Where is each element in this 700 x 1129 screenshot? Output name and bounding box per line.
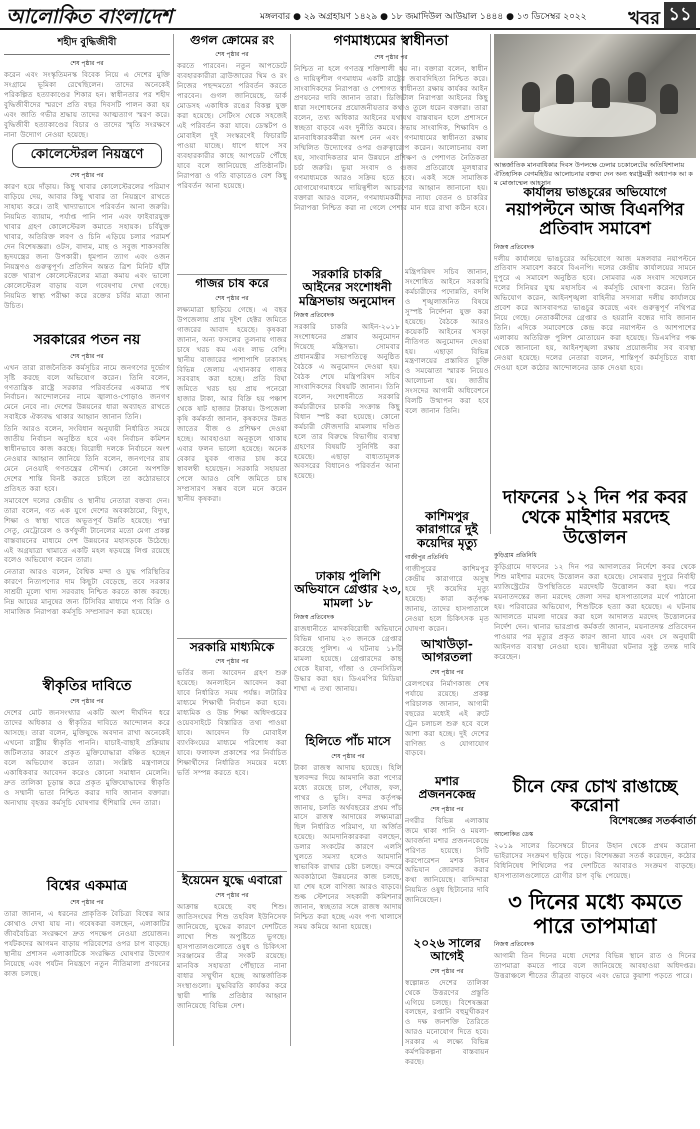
article-body: আগামী তিন দিনের মধ্যে দেশের বিভিন্ন স্থানে রাত ও দিনের তাপমাত্রা কমতে পারে বলে জানিয়েছে আবহাওয়া অধিদপ্তর। উত্তরাঞ্চলে শীতের তীব্রতা বাড়বে এবং ভোরে কুয়াশা পড়তে পারে। (494, 952, 696, 980)
person-figure (556, 74, 574, 104)
article-body: এখন তারা রাজনৈতিক কর্মসূচির নামে জনগণের দুর্ভোগ সৃষ্টি করছে বলে অভিযোগ করেন। তিনি বলেন, গণতান্ত্রিক রাষ্ট্রে সরকার পরিবর্তনের একমাত্র পথ নির্বাচন। আন্দোলনের নামে জ্বালাও-পোড়াও জনগণ মেনে নেবে না। দেশের উন্নয়নের ধারা অব্যাহত রাখতে সবাইকে ঐক্যবদ্ধ থাকার আহ্বান জানান তিনি। তিনি আরও বলেন, সংবিধান অনুযায়ী নির্ধারিত সময়ে জাতীয় নির্বাচন অনুষ্ঠিত হবে এবং নির্বাচন কমিশন স্বাধীনভাবে কাজ করছে। বিরোধী দলকে নির্বাচনে অংশ নেওয়ার আহ্বান জানিয়ে তিনি বলেন, জনগণের রায় মেনে নেওয়াই গণতন্ত্রের সৌন্দর্য। কোনো অপশক্তি দেশের শান্তি বিনষ্ট করতে চাইলে তা কঠোরভাবে প্রতিহত করা হবে। সমাবেশে দলের কেন্দ্রীয় ও স্থানীয় নেতারা বক্তব্য দেন। তারা বলেন, গত এক যুগে দেশের অবকাঠামো, বিদ্যুৎ, শিক্ষা ও স্বাস্থ্য খাতে অভূতপূর্ব উন্নতি হয়েছে। পদ্মা সেতু, মেট্রোরেল ও কর্ণফুলী টানেলের মতো মেগা প্রকল্প বাস্তবায়নের মাধ্যমে দেশ উন্নয়নের মহাসড়কে উঠেছে। এই অগ্রযাত্রা থামাতে একটি মহল ষড়যন্ত্রে লিপ্ত রয়েছে বলেও অভিযোগ করেন তারা। নেতারা আরও বলেন, বৈশ্বিক মন্দা ও যুদ্ধ পরিস্থিতির কারণে নিত্যপণ্যের দাম কিছুটা বেড়েছে, তবে সরকার সাশ্রয়ী মূল্যে খাদ্য সরবরাহ নিশ্চিত করতে কাজ করছে। নিম্ন আয়ের মানুষের জন্য টিসিবির মাধ্যমে পণ্য বিক্রি ও সামাজিক নিরাপত্তা কর্মসূচি সম্প্রসারণ করা হয়েছে। (4, 363, 170, 617)
article-body: নগরীর বিভিন্ন এলাকায় জমে থাকা পানি ও ময়লা-আবর্জনা মশার প্রজননকেন্দ্রে পরিণত হয়েছে। সিটি করপোরেশন মশক নিধন অভিযান জোরদার করার কথা জানিয়েছে। বাসিন্দারা নিয়মিত ওষুধ ছিটানোর দাবি জানিয়েছেন। (405, 816, 489, 905)
article-title: শহীদ বুদ্ধিজীবী (4, 34, 170, 55)
article-body: লক্ষ্যমাত্রা ছাড়িয়ে গেছে। এ বছর উপজেলায় প্রায় দুইশ হেক্টর জমিতে গাজরের আবাদ হয়েছে। কৃষকরা জানান, অন্য ফসলের তুলনায় গাজর চাষে খরচ কম এবং লাভ বেশি। স্থানীয় বাজারের পাশাপাশি ঢাকাসহ বিভিন্ন জেলায় এখানকার গাজর সরবরাহ করা হচ্ছে। প্রতি বিঘা জমিতে খরচ হয় প্রায় পনেরো হাজার টাকা, আর বিক্রি হয় পঞ্চাশ থেকে ষাট হাজার টাকায়। উপজেলা কৃষি কর্মকর্তা জানান, কৃষকদের উন্নত জাতের বীজ ও প্রশিক্ষণ দেওয়া হচ্ছে। আবহাওয়া অনুকূলে থাকায় এবার ফলন ভালো হয়েছে। অনেক বেকার যুবক গাজর চাষ করে স্বাবলম্বী হয়েছেন। সরকারি সহায়তা পেলে আরও বেশি জমিতে চাষ সম্প্রসারণ সম্ভব বলে মনে করেন স্থানীয় কৃষকরা। (177, 305, 287, 503)
article-swikritir-dabite (4, 679, 170, 880)
article-dhaka-police (294, 570, 402, 735)
person-figure (660, 84, 678, 114)
divider (177, 638, 287, 639)
article-title: কাশিমপুর কারাগারে দুই কয়েদির মৃত্যু (416, 509, 478, 550)
article-yemen (177, 874, 287, 1102)
article-title: চীনে ফের চোখ রাঙাচ্ছে করোনা (512, 777, 678, 817)
article-bishwer-ekmatro (4, 879, 170, 1040)
article-title: নয়াপল্টনে আজ বিএনপির প্রতিবাদ সমাবেশ (506, 200, 684, 240)
article-byline: শেষ পৃষ্ঠার পর (430, 805, 464, 813)
article-byline: শেষ পৃষ্ঠার পর (70, 60, 104, 67)
article-title: ২০২৬ সালের আগেই (413, 935, 481, 964)
article-body: দলীয় কার্যালয়ে ভাঙচুরের অভিযোগে আজ মঙ্গলবার নয়াপল্টনে প্রতিবাদ সমাবেশ করবে বিএনপি। দলের কেন্দ্রীয় কার্যালয়ের সামনে দুপুরে এ সমাবেশ অনুষ্ঠিত হবে। সোমবার এক সংবাদ সম্মেলনে দলের সিনিয়র যুগ্ম মহাসচিব এ কর্মসূচি ঘোষণা করেন। তিনি অভিযোগ করেন, আইনশৃঙ্খলা বাহিনীর সদস্যরা দলীয় কার্যালয়ে প্রবেশ করে আসবাবপত্র ভাঙচুর করেছে এবং গুরুত্বপূর্ণ নথিপত্র নিয়ে গেছে। নেতাকর্মীদের গ্রেপ্তার ও হয়রানি বন্ধের দাবি জানান তিনি। এদিকে সমাবেশকে কেন্দ্র করে নয়াপল্টন ও আশপাশের এলাকায় অতিরিক্ত পুলিশ মোতায়েন করা হয়েছে। ডিএমপির পক্ষ থেকে জানানো হয়, আইনশৃঙ্খলা রক্ষায় প্রয়োজনীয় সব ব্যবস্থা নেওয়া হয়েছে। দলের নেতারা বলেন, শান্তিপূর্ণ কর্মসূচিতে বাধা দেওয়া হলে কঠোর আন্দোলনের ডাক দেওয়া হবে। (494, 254, 696, 372)
article-title: কোলেস্টেরল নিয়ন্ত্রণে (12, 143, 162, 168)
column-divider (173, 34, 174, 1046)
column-3-lower (294, 570, 402, 1046)
section-title: খবর (628, 8, 660, 29)
article-body: গাজীপুরের কাশিমপুর কেন্দ্রীয় কারাগারে অসুস্থ হয়ে দুই কয়েদির মৃত্যু হয়েছে। কারা কর্তৃপক্ষ জানায়, তাদের হাসপাতালে নেওয়া হলে চিকিৎসক মৃত ঘোষণা করেন। (405, 565, 489, 633)
newspaper-logo: আলোকিত বাংলাদেশ (6, 4, 172, 28)
meeting-photo (494, 34, 696, 158)
divider (177, 871, 287, 872)
article-title: ৩ দিনের মধ্যে কমতে পারে তাপমাত্রা (508, 889, 682, 938)
article-gajar-chash (177, 277, 287, 635)
column-divider (290, 34, 291, 1046)
article-akhaura (405, 638, 489, 775)
page-number: ১১ (664, 2, 696, 28)
article-google-chrome (177, 34, 287, 272)
article-byline: শেষ পৃষ্ঠার পর (70, 698, 104, 706)
article-title: সরকারের পতন নয় (33, 332, 141, 348)
article-title: গণমাধ্যমের স্বাধীনতা (333, 33, 449, 49)
article-body: ২০১৯ সালের ডিসেম্বরে চীনের উহান থেকে প্রথম করোনা ভাইরাসের সংক্রমণ ছড়িয়ে পড়ে। বিশেষজ্ঞরা সতর্ক করেছেন, কঠোর বিধিনিষেধ শিথিলের পর দেশটিতে আবারও সংক্রমণ বাড়ছে। হাসপাতালগুলোতে রোগীর চাপ বৃদ্ধি পেয়েছে। (494, 842, 696, 881)
article-mosha (405, 775, 489, 937)
article-title: মশার প্রজননকেন্দ্র (418, 773, 476, 802)
divider (177, 274, 287, 275)
article-byline: শেষ পৃষ্ঠার পর (430, 668, 464, 676)
article-body: সরকারি চাকরি আইন-২০১৮ সংশোধনের প্রস্তাব অনুমোদন দিয়েছে মন্ত্রিসভা। সোমবার প্রধানমন্ত্রীর সভাপতিত্বে অনুষ্ঠিত বৈঠকে এ অনুমোদন দেওয়া হয়। বৈঠক শেষে মন্ত্রিপরিষদ সচিব সাংবাদিকদের বিষয়টি জানান। তিনি বলেন, সংশোধনীতে সরকারি কর্মচারীদের চাকরি সংক্রান্ত কিছু বিধান স্পষ্ট করা হয়েছে। কোনো কর্মচারী ফৌজদারি মামলায় দণ্ডিত হলে তার বিরুদ্ধে বিভাগীয় ব্যবস্থা গ্রহণের বিষয়টি সুনির্দিষ্ট করা হয়েছে। এছাড়া বাধ্যতামূলক অবসরের বিধানেও পরিবর্তন আনা হয়েছে। (294, 323, 400, 481)
article-title: হিলিতে পাঁচ মাসে (305, 734, 391, 749)
article-kashimpur (405, 510, 489, 635)
column-2 (177, 34, 287, 1046)
article-body: মন্ত্রিপরিষদ সচিব জানান, সংশোধিত আইনে সরকারি কর্মচারীদের পদোন্নতি, বদলি ও শৃঙ্খলাজনিত বিষয়ে সুস্পষ্ট নির্দেশনা যুক্ত করা হয়েছে। বৈঠকে আরও কয়েকটি আইনের খসড়া নীতিগত অনুমোদন দেওয়া হয়। এছাড়া বিভিন্ন মন্ত্রণালয়ের প্রস্তাবিত চুক্তি ও সমঝোতা স্মারক নিয়েও আলোচনা হয়। জাতীয় সংসদের আগামী অধিবেশনে বিলটি উত্থাপন করা হবে বলে জানান তিনি। (405, 268, 489, 416)
article-byline: শেষ পৃষ্ঠার পর (374, 53, 408, 61)
article-body: করতে পারবেন। নতুন আপডেটে ব্যবহারকারীরা ব্রাউজারের থিম ও রং নিজের পছন্দমতো পরিবর্তন করতে পারবেন। গুগল জানিয়েছে, ডার্ক মোডসহ একাধিক রঙের বিকল্প যুক্ত করা হয়েছে। সেটিংস থেকে সহজেই এই পরিবর্তন করা যাবে। ডেস্কটপ ও মোবাইল দুই সংস্করণেই ফিচারটি পাওয়া যাচ্ছে। ধাপে ধাপে সব ব্যবহারকারীর কাছে আপডেট পৌঁছে যাবে বলে জানিয়েছে প্রতিষ্ঠানটি। নিরাপত্তা ও গতি বাড়াতেও বেশ কিছু পরিবর্তন আনা হয়েছে। (177, 62, 287, 190)
dateline: মঙ্গলবার ● ২৯ অগ্রহায়ণ ১৪২৯ ● ১৮ জমাদিউল আউয়াল ১৪৪৪ ● ১৩ ডিসেম্বর ২০২২ (260, 12, 587, 22)
article-body: রাজধানীতে মাদকবিরোধী অভিযানে বিভিন্ন থানায় ২৩ জনকে গ্রেপ্তার করেছে পুলিশ। এ ঘটনায় ১৮টি মামলা হয়েছে। গ্রেপ্তারদের কাছ থেকে ইয়াবা, গাঁজা ও ফেনসিডিল উদ্ধার করা হয়। ডিএমপির মিডিয়া শাখা এ তথ্য জানায়। (294, 625, 402, 693)
article-byline: গাজীপুর প্রতিনিধি (405, 554, 449, 562)
article-body: তারা জানান, এ ধরনের প্রাকৃতিক বৈচিত্র্য বিশ্বের আর কোথাও দেখা যায় না। গবেষকরা বলছেন, এলাকাটির জীববৈচিত্র্য সংরক্ষণে দ্রুত পদক্ষেপ নেওয়া প্রয়োজন। পর্যটকদের আগমন বাড়ায় পরিবেশের ওপর চাপ বাড়ছে। স্থানীয় প্রশাসন এলাকাটিকে সংরক্ষিত ঘোষণার উদ্যোগ নিয়েছে এবং পর্যটন নিয়ন্ত্রণে নতুন নীতিমালা প্রণয়নের কাজ চলছে। (4, 910, 170, 978)
article-cholesterol (4, 143, 170, 333)
article-body: দেশের মোট জনসংখ্যার একটি অংশ দীর্ঘদিন ধরে তাদের অধিকার ও স্বীকৃতির দাবিতে আন্দোলন করে আসছে। তারা বলেন, মুক্তিযুদ্ধে অবদান রাখা অনেকেই এখনো রাষ্ট্রীয় স্বীকৃতি পাননি। যাচাই-বাছাই প্রক্রিয়ায় জটিলতার কারণে প্রকৃত মুক্তিযোদ্ধারা বঞ্চিত হচ্ছেন বলে অভিযোগ করেন তারা। সংশ্লিষ্ট মন্ত্রণালয়ে একাধিকবার আবেদন করেও কোনো সমাধান মেলেনি। দ্রুত তালিকা চূড়ান্ত করে প্রকৃত মুক্তিযোদ্ধাদের স্বীকৃতি ও সম্মানী ভাতা নিশ্চিত করার দাবি জানান বক্তারা। অন্যথায় বৃহত্তর কর্মসূচি ঘোষণার হুঁশিয়ারি দেন তারা। (4, 709, 170, 807)
article-chakri-continued (405, 268, 489, 508)
article-title: বিশ্বের একমাত্র (46, 878, 128, 895)
article-byline: শেষ পৃষ্ঠার পর (70, 172, 104, 179)
column-1 (4, 34, 170, 1046)
article-subtitle: বিশেষজ্ঞের সতর্কবার্তা (609, 816, 696, 828)
article-title: ঢাকায় পুলিশি অভিযানে গ্রেপ্তার ২৩, মামলা ১৮ (294, 569, 402, 610)
article-byline: শেষ পৃষ্ঠার পর (215, 51, 249, 59)
article-shohid-buddhijibi (4, 34, 170, 141)
article-byline: শেষ পৃষ্ঠার পর (430, 967, 464, 975)
article-title: ইয়েমেন যুদ্ধে এবারো (182, 873, 282, 888)
article-byline: নিজস্ব প্রতিবেদক (294, 614, 335, 622)
column-divider (490, 34, 491, 534)
article-title: সরকারি মাধ্যমিকে (189, 639, 275, 654)
photo-caption: আন্তর্জাতিক মানবাধিকার দিবস উপলক্ষে ঢেলার চকোলেটের অতিথিশালায় ঐতিহাসিক বেগমহিউর আলোচনার বক্তব্য দেন অন্য স্বরাষ্ট্রমন্ত্রী অধ্যাপক আ ক ম মোজাম্মেল আহসান (494, 161, 693, 187)
article-title: স্বীকৃতির দাবিতে (42, 677, 132, 694)
article-gonomadhyom (294, 34, 488, 264)
article-hilite (294, 735, 402, 1063)
article-body: রেলপথের নির্মাণকাজ শেষ পর্যায়ে রয়েছে। প্রকল্প পরিচালক জানান, আগামী বছরের মধ্যেই এই রুটে ট্রেন চলাচল শুরু হবে বলে আশা করা হচ্ছে। দুই দেশের বাণিজ্য ও যোগাযোগ বাড়বে। (405, 679, 489, 758)
article-byline: শেষ পৃষ্ঠার পর (215, 294, 249, 302)
article-body: আক্রান্ত হয়েছে বহু শিশু। জাতিসংঘের শিশু তহবিল ইউনিসেফ জানিয়েছে, যুদ্ধের কারণে দেশটিতে লাখো শিশু অপুষ্টিতে ভুগছে। হাসপাতালগুলোতে ওষুধ ও চিকিৎসা সরঞ্জামের তীব্র সংকট রয়েছে। মানবিক সহায়তা পৌঁছাতে নানা বাধার সম্মুখীন হচ্ছে আন্তর্জাতিক সংস্থাগুলো। যুদ্ধবিরতি কার্যকর করে স্থায়ী শান্তি প্রতিষ্ঠার আহ্বান জানিয়েছে বিভিন্ন দেশ। (177, 902, 287, 1011)
article-china-corona (494, 778, 696, 888)
person-figure (592, 78, 610, 108)
article-byline: কুড়িগ্রাম প্রতিনিধি (494, 552, 537, 560)
article-body: টাকা রাজস্ব আদায় হয়েছে। হিলি স্থলবন্দর দিয়ে আমদানি করা পণ্যের মধ্যে রয়েছে চাল, পেঁয়াজ, ফল, পাথর ও ভুসি। বন্দর কর্তৃপক্ষ জানায়, চলতি অর্থবছরের প্রথম পাঁচ মাসে রাজস্ব আদায়ের লক্ষ্যমাত্রা ছিল নির্ধারিত পরিমাণ, যা অর্জিত হয়েছে। আমদানিকারকরা বলছেন, ডলার সংকটের কারণে এলসি খুলতে সমস্যা হলেও আমদানি স্বাভাবিক রাখার চেষ্টা চলছে। বন্দরে অবকাঠামো উন্নয়নের কাজ চলছে, যা শেষ হলে বাণিজ্য আরও বাড়বে। শুল্ক স্টেশনের সহকারী কমিশনার জানান, স্বচ্ছতার সঙ্গে রাজস্ব আদায় নিশ্চিত করা হচ্ছে এবং পণ্য খালাসে সময় কমিয়ে আনা হয়েছে। (294, 763, 402, 931)
article-byline: শেষ পৃষ্ঠার পর (331, 752, 365, 760)
person-figure (628, 72, 646, 102)
article-byline: আলোকিত ডেস্ক (494, 831, 534, 839)
article-tapmatra (494, 890, 696, 1046)
article-kicker: কার্যালয় ভাঙচুরের অভিযোগে (523, 185, 667, 199)
article-byline: শেষ পৃষ্ঠার পর (215, 658, 249, 666)
article-sorkari-madhyomik (177, 641, 287, 869)
masthead (0, 0, 700, 30)
article-title: দাফনের ১২ দিন পর কবর থেকে মাইশার মরদেহ উত্তোলন (502, 487, 688, 549)
article-body: কারণ হয়ে দাঁড়ায়। কিছু খাবার কোলেস্টেরলের পরিমাণ বাড়িয়ে দেয়, আবার কিছু খাবার তা নিয়ন্ত্রণে রাখতে সাহায্য করে। তাই খাদ্যাভ্যাসে পরিবর্তন আনা জরুরি। নিয়মিত ব্যায়াম, পর্যাপ্ত পানি পান এবং ফাইবারযুক্ত খাবার গ্রহণ কোলেস্টেরল কমাতে সহায়ক। চর্বিযুক্ত খাবার, অতিরিক্ত লবণ ও চিনি এড়িয়ে চলার পরামর্শ দেন বিশেষজ্ঞরা। ওটস, বাদাম, মাছ ও সবুজ শাকসবজি হৃদযন্ত্রের জন্য উপকারী। ধূমপান ত্যাগ এবং ওজন নিয়ন্ত্রণও গুরুত্বপূর্ণ। প্রতিদিন অন্তত ত্রিশ মিনিট হাঁটা রক্তে খারাপ কোলেস্টেরলের মাত্রা কমায় এবং ভালো কোলেস্টেরল বাড়ায় বলে গবেষণায় দেখা গেছে। নিয়মিত স্বাস্থ্য পরীক্ষা করে রক্তের চর্বির মাত্রা জানা উচিত। (4, 183, 170, 311)
article-byline: শেষ পৃষ্ঠার পর (70, 352, 104, 360)
article-title: আখাউড়া-আগরতলা (421, 637, 473, 665)
article-dafon (494, 488, 696, 776)
article-body: ভর্তির জন্য আবেদন গ্রহণ শুরু হয়েছে। অনলাইনে আবেদন করা যাবে নির্ধারিত সময় পর্যন্ত। লটারির মাধ্যমে শিক্ষার্থী নির্বাচন করা হবে। মাধ্যমিক ও উচ্চ শিক্ষা অধিদপ্তরের ওয়েবসাইটে বিস্তারিত তথ্য পাওয়া যাবে। আবেদন ফি মোবাইল ব্যাংকিংয়ের মাধ্যমে পরিশোধ করা যাবে। ফলাফল প্রকাশের পর নির্বাচিত শিক্ষার্থীদের নির্ধারিত সময়ের মধ্যে ভর্তি সম্পন্ন করতে হবে। (177, 669, 287, 777)
article-byline: নিজস্ব প্রতিবেদক (294, 312, 335, 320)
article-body: কুড়িগ্রামে দাফনের ১২ দিন পর আদালতের নির্দেশে কবর থেকে শিশু মাইশার মরদেহ উত্তোলন করা হয়েছে। সোমবার দুপুরে নির্বাহী ম্যাজিস্ট্রেটের উপস্থিতিতে মরদেহটি উত্তোলন করা হয়। পরে ময়নাতদন্তের জন্য মরদেহ জেলা সদর হাসপাতালের মর্গে পাঠানো হয়। পরিবারের অভিযোগ, শিশুটিকে হত্যা করা হয়েছে। এ ঘটনায় আদালতে মামলা দায়ের করা হলে আদালত মরদেহ উত্তোলনের নির্দেশ দেন। থানার ভারপ্রাপ্ত কর্মকর্তা জানান, ময়নাতদন্ত প্রতিবেদন পাওয়ার পর মৃত্যুর প্রকৃত কারণ জানা যাবে এবং সে অনুযায়ী আইনগত ব্যবস্থা নেওয়া হবে। স্থানীয়রা ঘটনার সুষ্ঠু তদন্ত দাবি করেছেন। (494, 563, 696, 661)
article-byline: নিজস্ব প্রতিবেদক (494, 243, 535, 251)
article-title: গাজর চাষ করে (195, 276, 269, 291)
article-sorkari-chakri (294, 268, 400, 568)
article-body: নিশ্চিত না হলে গণতন্ত্র শক্তিশালী হয় না। বক্তারা বলেন, স্বাধীন ও দায়িত্বশীল গণমাধ্যম একটি রাষ্ট্রের জবাবদিহিতা নিশ্চিত করে। সাংবাদিকদের নিরাপত্তা ও পেশাগত স্বাধীনতা রক্ষায় কার্যকর আইন প্রণয়নের দাবি জানান তারা। ডিজিটাল নিরাপত্তা আইনের কিছু ধারা সংশোধনের প্রয়োজনীয়তার কথাও তুলে ধরেন বক্তারা। তারা বলেন, তথ্য অধিকার আইনের যথাযথ বাস্তবায়ন হলে প্রশাসনে স্বচ্ছতা বাড়বে এবং দুর্নীতি কমবে। সভায় সাংবাদিক, শিক্ষাবিদ ও মানবাধিকারকর্মীরা অংশ নেন এবং গণমাধ্যমের স্বাধীনতা রক্ষায় সম্মিলিত উদ্যোগের ওপর গুরুত্বারোপ করেন। আলোচনায় বলা হয়, সাংবাদিকতার মান উন্নয়নে প্রশিক্ষণ ও পেশাগত নৈতিকতা চর্চা জরুরি। ভুয়া সংবাদ ও গুজব প্রতিরোধে মূলধারার গণমাধ্যমকে আরও সক্রিয় হতে হবে। একই সঙ্গে সামাজিক যোগাযোগমাধ্যমে দায়িত্বশীল আচরণের আহ্বান জানানো হয়। বক্তারা আরও বলেন, গণমাধ্যমকর্মীদের ন্যায্য বেতন ও চাকরির নিরাপত্তা নিশ্চিত করা না গেলে পেশার মান ধরে রাখা কঠিন হবে। (294, 64, 488, 212)
article-byline: শেষ পৃষ্ঠার পর (215, 891, 249, 899)
person-figure (522, 82, 540, 112)
article-body: করেন এবং সংস্কৃতিমনস্ক বিবেক নিয়ে এ দেশের মুক্তি সংগ্রামে ভূমিকা রেখেছিলেন। তাদের অনেকেই পরিকল্পিত হত্যাকাণ্ডের শিকার হন। স্বাধীনতার পর শহীদ বুদ্ধিজীবীদের স্মরণে প্রতি বছর দিবসটি পালন করা হয় এবং জাতি গভীর শ্রদ্ধায় তাদের আত্মত্যাগ স্মরণ করে। বুদ্ধিজীবী হত্যাকাণ্ডের বিচার ও তাদের স্মৃতি সংরক্ষণে নানা উদ্যোগ নেওয়া হয়েছে। (4, 71, 170, 139)
article-2026 (405, 937, 489, 1129)
article-title: গুগল ক্রোমের রং (189, 33, 275, 47)
column-3b-lower (405, 637, 489, 1067)
article-title: সরকারি চাকরি আইনের সংশোধনী মন্ত্রিসভায় অনুমোদন (298, 267, 395, 308)
article-bnp-somabesh (494, 186, 696, 486)
article-sarkarer-poton (4, 333, 170, 679)
article-body: স্বল্পোন্নত দেশের তালিকা থেকে উত্তরণের প্রস্তুতি এগিয়ে চলছে। বিশেষজ্ঞরা বলছেন, রপ্তানি বহুমুখীকরণ ও দক্ষ জনশক্তি তৈরিতে আরও মনোযোগ দিতে হবে। সরকার এ লক্ষ্যে বিভিন্ন কর্মপরিকল্পনা বাস্তবায়ন করছে। (405, 978, 489, 1067)
article-byline: নিজস্ব প্রতিবেদক (494, 941, 535, 949)
article-byline: শেষ পৃষ্ঠার পর (70, 899, 104, 907)
